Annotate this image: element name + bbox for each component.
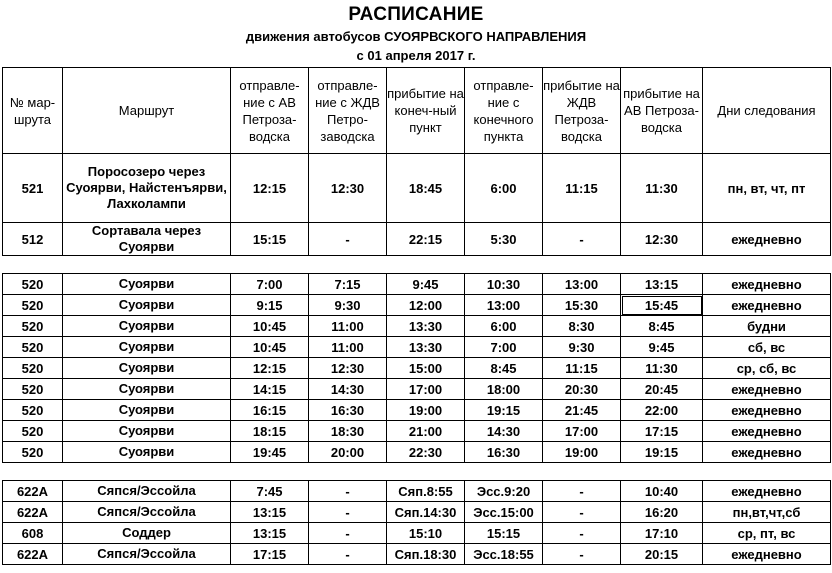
- col-header-route-number: № мар-шрута: [3, 68, 63, 154]
- table-row: [3, 400, 831, 421]
- arrival-zhdv-cell: 13:00: [543, 274, 621, 295]
- departure-terminal-cell: Эсс.9:20: [465, 481, 543, 502]
- col-header-departure-av: отправле-ние с АВ Петроза-водска: [231, 68, 309, 154]
- route-number-cell: 512: [3, 223, 63, 256]
- arrival-terminal-cell: 17:00: [387, 379, 465, 400]
- route-number-cell: 520: [3, 379, 63, 400]
- departure-terminal-cell: Эсс.18:55: [465, 544, 543, 565]
- arrival-av-cell: 11:30: [621, 358, 703, 379]
- route-number-cell: 520: [3, 421, 63, 442]
- effective-date: с 01 апреля 2017 г.: [356, 48, 476, 63]
- col-header-days: Дни следования: [703, 68, 831, 154]
- table-row: [3, 316, 831, 337]
- arrival-zhdv-cell: -: [543, 502, 621, 523]
- table-row: [3, 274, 831, 295]
- days-cell: ежедневно: [703, 544, 831, 565]
- arrival-zhdv-cell: -: [543, 544, 621, 565]
- route-number-cell: 622А: [3, 502, 63, 523]
- departure-av-cell: 12:15: [231, 358, 309, 379]
- route-number-cell: 520: [3, 316, 63, 337]
- route-cell: Суоярви: [63, 358, 231, 379]
- route-cell: Поросозеро через Суоярви, Найстенъярви, Лахколампи: [63, 154, 231, 223]
- days-cell: пн, вт, чт, пт: [703, 154, 831, 223]
- schedule-table: [2, 67, 831, 565]
- route-number-cell: 520: [3, 442, 63, 463]
- table-row: [3, 358, 831, 379]
- col-header-arrival-zhdv: прибытие на ЖДВ Петроза-водска: [543, 68, 621, 154]
- departure-terminal-cell: 16:30: [465, 442, 543, 463]
- arrival-terminal-cell: 15:00: [387, 358, 465, 379]
- col-header-departure-zhdv: отправле-ние с ЖДВ Петро-заводска: [309, 68, 387, 154]
- arrival-av-cell: 10:40: [621, 481, 703, 502]
- departure-terminal-cell: 15:15: [465, 523, 543, 544]
- arrival-zhdv-cell: -: [543, 223, 621, 256]
- table-row: [3, 442, 831, 463]
- route-cell: Суоярви: [63, 274, 231, 295]
- departure-zhdv-cell: -: [309, 523, 387, 544]
- table-row: [3, 544, 831, 565]
- departure-av-cell: 7:00: [231, 274, 309, 295]
- arrival-av-cell: 11:30: [621, 154, 703, 223]
- col-header-arrival-av: прибытие на АВ Петроза-водска: [621, 68, 703, 154]
- table-row: [3, 523, 831, 544]
- route-number-cell: 520: [3, 400, 63, 421]
- route-number-cell: 520: [3, 295, 63, 316]
- page-subtitle: движения автобусов СУОЯРВСКОГО НАПРАВЛЕНИЯ: [245, 29, 587, 44]
- arrival-av-cell: 20:45: [621, 379, 703, 400]
- departure-zhdv-cell: 11:00: [309, 337, 387, 358]
- departure-zhdv-cell: 9:30: [309, 295, 387, 316]
- departure-terminal-cell: 10:30: [465, 274, 543, 295]
- arrival-terminal-cell: 19:00: [387, 400, 465, 421]
- route-number-cell: 521: [3, 154, 63, 223]
- days-cell: ежедневно: [703, 295, 831, 316]
- route-cell: Суоярви: [63, 295, 231, 316]
- departure-zhdv-cell: 14:30: [309, 379, 387, 400]
- departure-terminal-cell: 19:15: [465, 400, 543, 421]
- departure-terminal-cell: 13:00: [465, 295, 543, 316]
- table-row: [3, 295, 831, 316]
- group-separator: [3, 463, 831, 481]
- arrival-terminal-cell: 12:00: [387, 295, 465, 316]
- arrival-av-cell: 22:00: [621, 400, 703, 421]
- route-cell: Сортавала через Суоярви: [63, 223, 231, 256]
- arrival-zhdv-cell: 9:30: [543, 337, 621, 358]
- days-cell: ежедневно: [703, 481, 831, 502]
- arrival-terminal-cell: Сяп.14:30: [387, 502, 465, 523]
- arrival-terminal-cell: Сяп.18:30: [387, 544, 465, 565]
- col-header-departure-terminal: отправле-ние с конечного пункта: [465, 68, 543, 154]
- arrival-terminal-cell: 21:00: [387, 421, 465, 442]
- days-cell: ежедневно: [703, 400, 831, 421]
- days-cell: ср, сб, вс: [703, 358, 831, 379]
- departure-av-cell: 16:15: [231, 400, 309, 421]
- arrival-zhdv-cell: 17:00: [543, 421, 621, 442]
- days-cell: ежедневно: [703, 421, 831, 442]
- arrival-zhdv-cell: -: [543, 523, 621, 544]
- arrival-zhdv-cell: 19:00: [543, 442, 621, 463]
- table-row: [3, 481, 831, 502]
- departure-av-cell: 13:15: [231, 502, 309, 523]
- departure-zhdv-cell: 12:30: [309, 358, 387, 379]
- route-cell: Сяпся/Эссойла: [63, 544, 231, 565]
- departure-av-cell: 12:15: [231, 154, 309, 223]
- departure-zhdv-cell: -: [309, 502, 387, 523]
- departure-zhdv-cell: -: [309, 223, 387, 256]
- group-separator: [3, 256, 831, 274]
- days-cell: пн,вт,чт,сб: [703, 502, 831, 523]
- arrival-zhdv-cell: -: [543, 481, 621, 502]
- departure-terminal-cell: 7:00: [465, 337, 543, 358]
- route-number-cell: 520: [3, 358, 63, 379]
- route-cell: Суоярви: [63, 337, 231, 358]
- table-row: [3, 223, 831, 256]
- departure-zhdv-cell: -: [309, 544, 387, 565]
- departure-terminal-cell: 6:00: [465, 316, 543, 337]
- table-row: [3, 379, 831, 400]
- route-cell: Сяпся/Эссойла: [63, 481, 231, 502]
- departure-terminal-cell: 14:30: [465, 421, 543, 442]
- departure-av-cell: 9:15: [231, 295, 309, 316]
- departure-zhdv-cell: 18:30: [309, 421, 387, 442]
- col-header-route: Маршрут: [63, 68, 231, 154]
- separator-cell: [3, 256, 831, 274]
- days-cell: ежедневно: [703, 274, 831, 295]
- departure-av-cell: 17:15: [231, 544, 309, 565]
- arrival-av-cell: 17:10: [621, 523, 703, 544]
- arrival-av-cell: 9:45: [621, 337, 703, 358]
- departure-terminal-cell: 6:00: [465, 154, 543, 223]
- arrival-av-cell: 13:15: [621, 274, 703, 295]
- page-title: РАСПИСАНИЕ: [348, 4, 484, 25]
- arrival-terminal-cell: Сяп.8:55: [387, 481, 465, 502]
- route-cell: Суоярви: [63, 400, 231, 421]
- days-cell: сб, вс: [703, 337, 831, 358]
- arrival-zhdv-cell: 21:45: [543, 400, 621, 421]
- arrival-av-cell: 8:45: [621, 316, 703, 337]
- table-row: [3, 154, 831, 223]
- arrival-av-cell: 12:30: [621, 223, 703, 256]
- table-row: [3, 502, 831, 523]
- header-row: [3, 68, 831, 154]
- arrival-terminal-cell: 13:30: [387, 337, 465, 358]
- arrival-terminal-cell: 15:10: [387, 523, 465, 544]
- route-cell: Сяпся/Эссойла: [63, 502, 231, 523]
- route-number-cell: 622А: [3, 544, 63, 565]
- arrival-av-cell: 17:15: [621, 421, 703, 442]
- route-cell: Суоярви: [63, 442, 231, 463]
- route-cell: Соддер: [63, 523, 231, 544]
- arrival-terminal-cell: 18:45: [387, 154, 465, 223]
- schedule-body: [3, 154, 831, 565]
- departure-av-cell: 19:45: [231, 442, 309, 463]
- arrival-av-cell: 20:15: [621, 544, 703, 565]
- separator-cell: [3, 463, 831, 481]
- days-cell: ежедневно: [703, 379, 831, 400]
- route-number-cell: 520: [3, 274, 63, 295]
- departure-av-cell: 10:45: [231, 337, 309, 358]
- days-cell: ежедневно: [703, 223, 831, 256]
- departure-av-cell: 7:45: [231, 481, 309, 502]
- departure-av-cell: 14:15: [231, 379, 309, 400]
- departure-zhdv-cell: 7:15: [309, 274, 387, 295]
- departure-terminal-cell: 5:30: [465, 223, 543, 256]
- departure-zhdv-cell: 16:30: [309, 400, 387, 421]
- departure-terminal-cell: 8:45: [465, 358, 543, 379]
- arrival-terminal-cell: 9:45: [387, 274, 465, 295]
- arrival-terminal-cell: 13:30: [387, 316, 465, 337]
- arrival-zhdv-cell: 8:30: [543, 316, 621, 337]
- arrival-av-cell: 16:20: [621, 502, 703, 523]
- table-row: [3, 421, 831, 442]
- arrival-terminal-cell: 22:15: [387, 223, 465, 256]
- departure-av-cell: 13:15: [231, 523, 309, 544]
- arrival-zhdv-cell: 11:15: [543, 154, 621, 223]
- departure-terminal-cell: Эсс.15:00: [465, 502, 543, 523]
- fill-handle[interactable]: [701, 314, 703, 316]
- selected-cell[interactable]: 15:45: [621, 295, 703, 316]
- route-number-cell: 608: [3, 523, 63, 544]
- departure-zhdv-cell: 12:30: [309, 154, 387, 223]
- departure-zhdv-cell: -: [309, 481, 387, 502]
- table-row: [3, 337, 831, 358]
- days-cell: будни: [703, 316, 831, 337]
- route-cell: Суоярви: [63, 316, 231, 337]
- route-cell: Суоярви: [63, 379, 231, 400]
- departure-terminal-cell: 18:00: [465, 379, 543, 400]
- arrival-zhdv-cell: 20:30: [543, 379, 621, 400]
- departure-zhdv-cell: 11:00: [309, 316, 387, 337]
- departure-av-cell: 15:15: [231, 223, 309, 256]
- departure-av-cell: 18:15: [231, 421, 309, 442]
- col-header-arrival-terminal: прибытие на конеч-ный пункт: [387, 68, 465, 154]
- days-cell: ежедневно: [703, 442, 831, 463]
- arrival-av-cell: 19:15: [621, 442, 703, 463]
- departure-av-cell: 10:45: [231, 316, 309, 337]
- arrival-zhdv-cell: 15:30: [543, 295, 621, 316]
- route-number-cell: 622А: [3, 481, 63, 502]
- days-cell: ср, пт, вс: [703, 523, 831, 544]
- departure-zhdv-cell: 20:00: [309, 442, 387, 463]
- arrival-terminal-cell: 22:30: [387, 442, 465, 463]
- route-cell: Суоярви: [63, 421, 231, 442]
- route-number-cell: 520: [3, 337, 63, 358]
- arrival-zhdv-cell: 11:15: [543, 358, 621, 379]
